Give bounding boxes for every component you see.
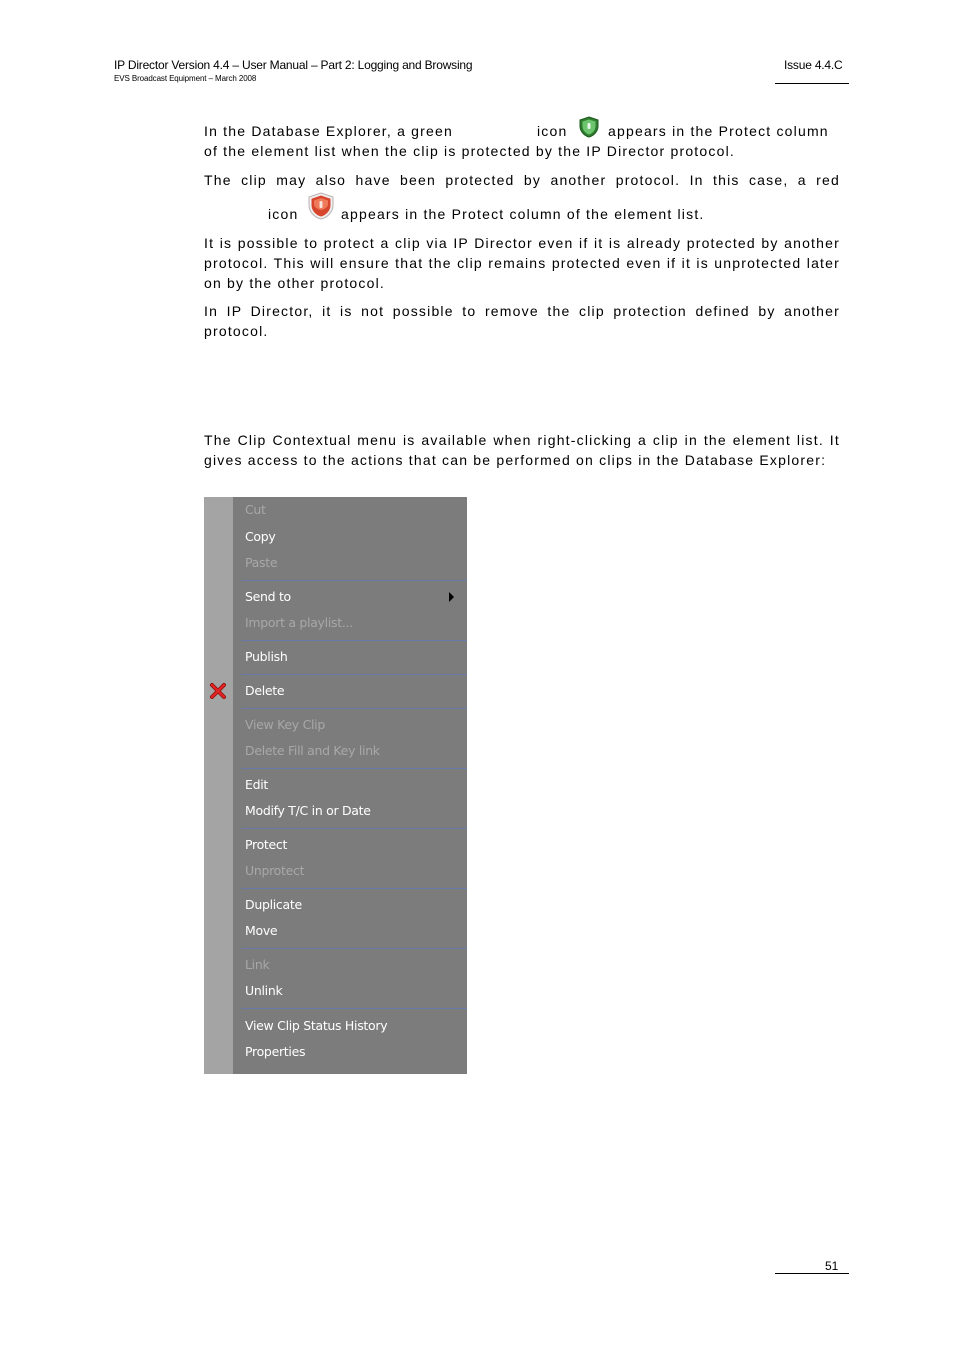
menu-item-move[interactable]: Move <box>245 923 278 938</box>
menu-item-view-key-clip[interactable]: View Key Clip <box>245 717 325 732</box>
menu-separator <box>241 948 467 949</box>
page-number: 51 <box>825 1259 839 1273</box>
menu-separator <box>241 640 467 641</box>
menu-icon-gutter <box>204 497 233 1074</box>
footer-rule <box>775 1273 849 1274</box>
menu-item-copy[interactable]: Copy <box>245 529 276 544</box>
menu-item-delete-fill-key-link[interactable]: Delete Fill and Key link <box>245 743 380 758</box>
menu-item-protect[interactable]: Protect <box>245 837 288 852</box>
menu-separator <box>241 768 467 769</box>
menu-item-view-clip-status-history[interactable]: View Clip Status History <box>245 1018 388 1033</box>
p1-text-line2: of the element list when the clip is protected by the IP Director protocol. <box>204 143 735 159</box>
menu-item-delete[interactable]: Delete <box>245 683 285 698</box>
header-subtitle: EVS Broadcast Equipment – March 2008 <box>114 74 257 83</box>
paragraph-3: It is possible to protect a clip via IP Director even if it is already protected by another protocol. This will ensure that the clip remains protected even if it is unprotected later on by the other protocol. <box>204 235 840 291</box>
header-issue: Issue 4.4.C <box>784 58 843 72</box>
header-title: IP Director Version 4.4 – User Manual – Part 2: Logging and Browsing <box>114 58 473 72</box>
menu-item-cut[interactable]: Cut <box>245 502 266 517</box>
delete-icon <box>209 682 227 700</box>
submenu-arrow-icon <box>449 592 454 602</box>
paragraph-5: The Clip Contextual menu is available when right-clicking a clip in the element list. It gives access to the actions that can be performed on clips in the Database Explorer: <box>204 432 840 468</box>
menu-separator <box>241 888 467 889</box>
menu-item-unlink[interactable]: Unlink <box>245 983 283 998</box>
p1-text-a: In the Database Explorer, a green <box>204 123 453 139</box>
shield-icon-red <box>306 192 336 220</box>
menu-item-publish[interactable]: Publish <box>245 649 288 664</box>
paragraph-4: In IP Director, it is not possible to remove the clip protection defined by another protocol. <box>204 303 840 339</box>
clip-context-menu <box>204 497 467 1074</box>
p2-text-line1: The clip may also have been protected by another protocol. In this case, a red <box>204 172 840 188</box>
p1-text-c: appears in the Protect column <box>608 123 829 139</box>
p1-text-b: icon <box>537 123 568 139</box>
menu-item-paste[interactable]: Paste <box>245 555 278 570</box>
shield-icon-green <box>578 116 600 138</box>
p2-text-b: appears in the Protect column of the element list. <box>341 206 705 222</box>
menu-item-import-playlist[interactable]: Import a playlist... <box>245 615 353 630</box>
header-rule <box>775 83 849 84</box>
menu-item-properties[interactable]: Properties <box>245 1044 306 1059</box>
menu-separator <box>241 674 467 675</box>
menu-separator <box>241 580 467 581</box>
menu-item-modify-tc[interactable]: Modify T/C in or Date <box>245 803 371 818</box>
p2-text-a: icon <box>268 206 299 222</box>
menu-item-unprotect[interactable]: Unprotect <box>245 863 305 878</box>
menu-separator <box>241 708 467 709</box>
menu-item-edit[interactable]: Edit <box>245 777 269 792</box>
menu-item-link[interactable]: Link <box>245 957 270 972</box>
menu-item-send-to[interactable]: Send to <box>245 589 291 604</box>
menu-item-duplicate[interactable]: Duplicate <box>245 897 302 912</box>
menu-separator <box>241 1008 467 1009</box>
menu-separator <box>241 828 467 829</box>
